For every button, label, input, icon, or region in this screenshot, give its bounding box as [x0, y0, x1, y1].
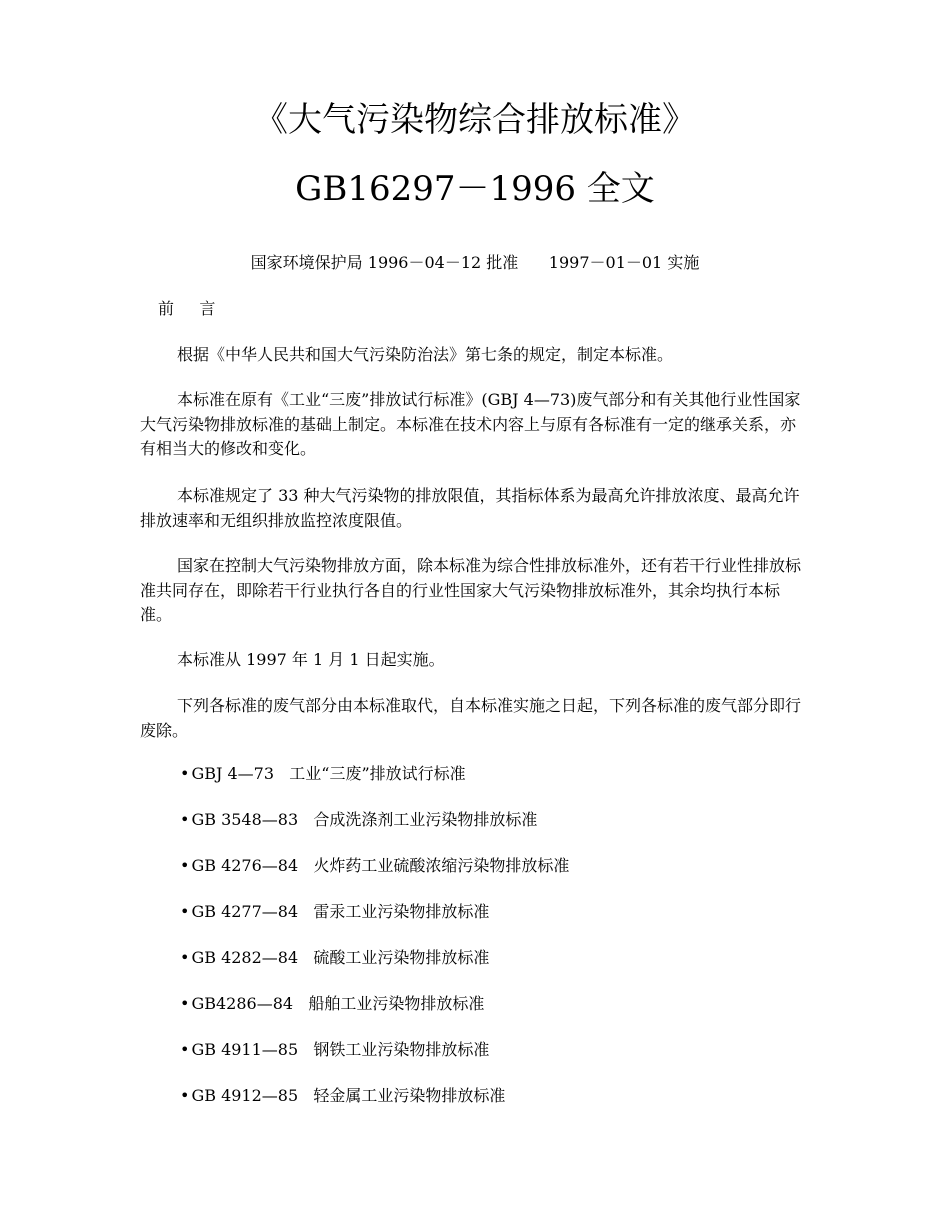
bullet-icon: •: [180, 856, 190, 875]
paragraph-legal-basis: 根据《中华人民共和国大气污染防治法》第七条的规定，制定本标准。: [177, 345, 674, 364]
list-item: [180, 809, 537, 831]
list-item-text: GB 3548—83 合成洗涤剂工业污染物排放标准: [191, 810, 538, 829]
bullet-icon: •: [180, 1086, 190, 1105]
list-item-text: GB 4282—84 硫酸工业污染物排放标准: [191, 948, 490, 967]
bullet-icon: •: [180, 764, 190, 783]
paragraph-replacement: 下列各标准的废气部分由本标准取代，自本标准实施之日起，下列各标准的废气部分即行废除。: [140, 696, 802, 740]
bullet-icon: •: [180, 902, 190, 921]
paragraph-scope: 国家在控制大气污染物排放方面，除本标准为综合性排放标准外，还有若干行业性排放标准共同存在，即除若干行业执行各自的行业性国家大气污染物排放标准外，其余均执行本标准。: [140, 556, 802, 624]
paragraph-origin: 本标准在原有《工业“三废”排放试行标准》(GBJ 4—73)废气部分和有关其他行业性国家大气污染物排放标准的基础上制定。本标准在技术内容上与原有各标准有一定的继承关系，亦有相当大的修改和变化。: [140, 390, 801, 458]
list-item: [180, 901, 489, 923]
paragraph-limits: 本标准规定了 33 种大气污染物的排放限值，其指标体系为最高允许排放浓度、最高允许排放速率和无组织排放监控浓度限值。: [140, 486, 800, 530]
bullet-icon: •: [180, 1040, 190, 1059]
list-item: [180, 947, 489, 969]
list-item: [180, 855, 569, 877]
list-item-text: GB 4912—85 轻金属工业污染物排放标准: [191, 1086, 506, 1105]
bullet-icon: •: [180, 948, 190, 967]
list-item-text: GB 4277—84 雷汞工业污染物排放标准: [191, 902, 490, 921]
list-item: [180, 1085, 505, 1107]
list-item: [180, 1039, 489, 1061]
list-item-text: GB 4911—85 钢铁工业污染物排放标准: [191, 1040, 490, 1059]
list-item-text: GBJ 4—73 工业“三废”排放试行标准: [191, 764, 466, 783]
list-item: [180, 763, 466, 785]
preface-heading: 前 言: [158, 299, 216, 318]
list-item-text: GB 4276—84 火炸药工业硫酸浓缩污染物排放标准: [191, 856, 570, 875]
bullet-icon: •: [180, 810, 190, 829]
list-item: [180, 993, 484, 1015]
paragraph-effective-date: 本标准从 1997 年 1 月 1 日起实施。: [177, 650, 445, 669]
list-item-text: GB4286—84 船舶工业污染物排放标准: [191, 994, 485, 1013]
document-title: 《大气污染物综合排放标准》: [254, 100, 696, 140]
document-subtitle: GB16297－1996 全文: [295, 169, 655, 209]
bullet-icon: •: [180, 994, 190, 1013]
approval-line: 国家环境保护局 1996－04－12 批准 1997－01－01 实施: [250, 253, 700, 272]
